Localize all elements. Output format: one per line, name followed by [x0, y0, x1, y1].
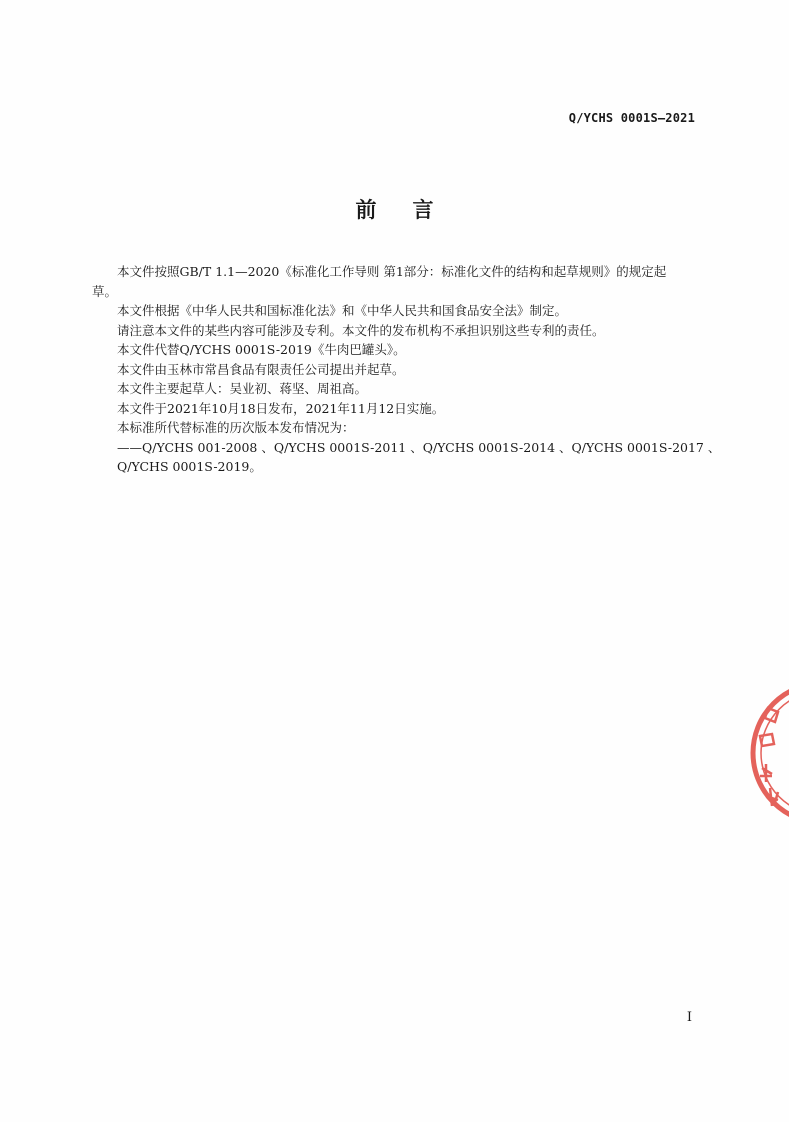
- paragraph-drafting-rules: 本文件按照GB/T 1.1—2020《标准化工作导则 第1部分：标准化文件的结构和起草规则》的规定起: [117, 264, 667, 279]
- paragraph-replaces: 本文件代替Q/YCHS 0001S-2019《牛肉巴罐头》。: [117, 342, 406, 357]
- paragraph-drafting-rules-cont: 草。: [92, 283, 118, 299]
- paragraph-proposer: 本文件由玉林市常昌食品有限责任公司提出并起草。: [117, 361, 405, 377]
- paragraph-patent-notice: 请注意本文件的某些内容可能涉及专利。本文件的发布机构不承担识别这些专利的责任。: [117, 322, 605, 338]
- page-title: 前言: [355, 198, 470, 222]
- paragraph-history-intro: 本标准所代替标准的历次版本发布情况为：: [117, 420, 355, 435]
- company-seal-stamp: [748, 668, 789, 838]
- page-number: I: [686, 1010, 692, 1025]
- paragraph-legal-basis: 本文件根据《中华人民共和国标准化法》和《中华人民共和国食品安全法》制定。: [117, 303, 568, 318]
- paragraph-history-list-cont: Q/YCHS 0001S-2019。: [117, 459, 262, 474]
- paragraph-drafters: 本文件主要起草人：吴业初、蒋坚、周祖高。: [117, 381, 368, 396]
- paragraph-history-list: ——Q/YCHS 001-2008 、Q/YCHS 0001S-2011 、Q/YCHS 0001S-2014 、Q/YCHS 0001S-2017 、: [117, 439, 721, 455]
- paragraph-dates: 本文件于2021年10月18日发布，2021年11月12日实施。: [117, 400, 445, 416]
- document-code: Q/YCHS 0001S—2021: [568, 111, 695, 125]
- foreword-body: [92, 262, 721, 477]
